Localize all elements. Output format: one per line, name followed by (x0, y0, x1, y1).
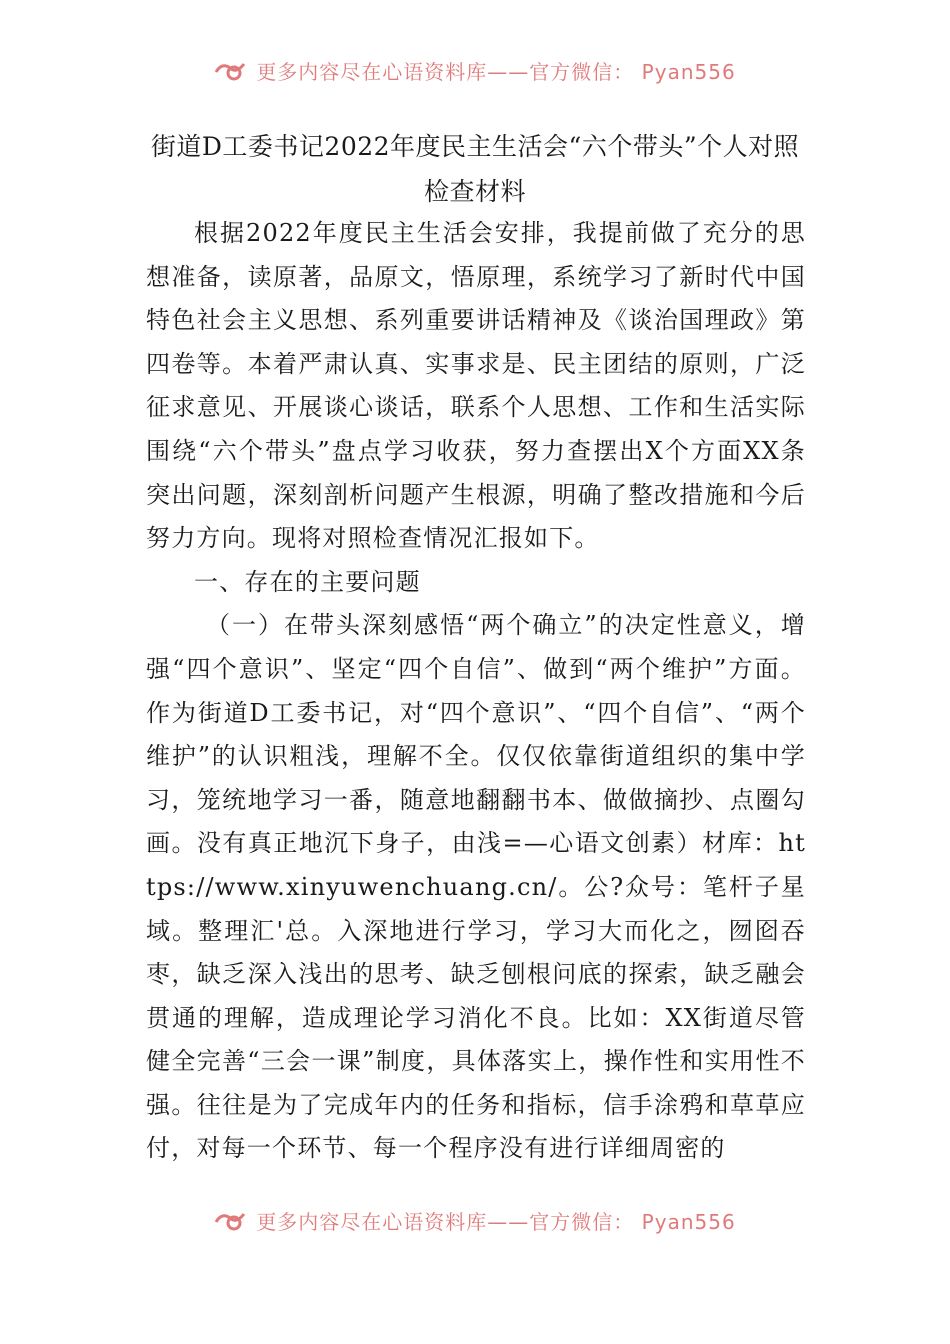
watermark-text: 更多内容尽在心语资料库——官方微信： Pyan556 (256, 1209, 736, 1234)
logo-icon (214, 1208, 248, 1232)
header-watermark (0, 50, 950, 90)
problem-paragraph: （一）在带头深刻感悟“两个确立”的决定性意义，增强“四个意识”、坚定“四个自信”、做到“两个维护”方面。作为街道D工委书记，对“四个意识”、“四个自信”、“两个维护”的认识粗浅，理解不全。仅仅依靠街道组织的集中学习，笼统地学习一番，随意地翻翻书本、做做摘抄、点圈勾画。没有真正地沉下身子，由浅=—心语文创素）材库：https://www.xinyuwenchuang.cn/。公?众号：笔杆子星域。整理汇'总。入深地进行学习，学习大而化之，囫囵吞枣，缺乏深入浅出的思考、缺乏刨根问底的探索，缺乏融会贯通的理解，造成理论学习消化不良。比如：XX街道尽管健全完善“三会一课”制度，具体落实上，操作性和实用性不强。往往是为了完成年内的任务和指标，信手涂鸦和草草应付，对每一个环节、每一个程序没有进行详细周密的 (146, 611, 806, 1163)
footer-watermark (0, 1200, 950, 1240)
watermark-text: 更多内容尽在心语资料库——官方微信： Pyan556 (256, 59, 736, 84)
section-heading: 一、存在的主要问题 (194, 567, 421, 596)
document-title: 街道D工委书记2022年度民主生活会“六个带头”个人对照检查材料 (150, 132, 800, 206)
logo-icon (214, 58, 248, 82)
intro-paragraph: 根据2022年度民主生活会安排，我提前做了充分的思想准备，读原著，品原文，悟原理，系统学习了新时代中国特色社会主义思想、系列重要讲话精神及《谈治国理政》第四卷等。本着严肃认真、实事求是、民主团结的原则，广泛征求意见、开展谈心谈话，联系个人思想、工作和生活实际围绕“六个带头”盘点学习收获，努力查摆出X个方面XX条突出问题，深刻剖析问题产生根源，明确了整改措施和今后努力方向。现将对照检查情况汇报如下。 (146, 219, 806, 553)
document-body (146, 212, 806, 1171)
